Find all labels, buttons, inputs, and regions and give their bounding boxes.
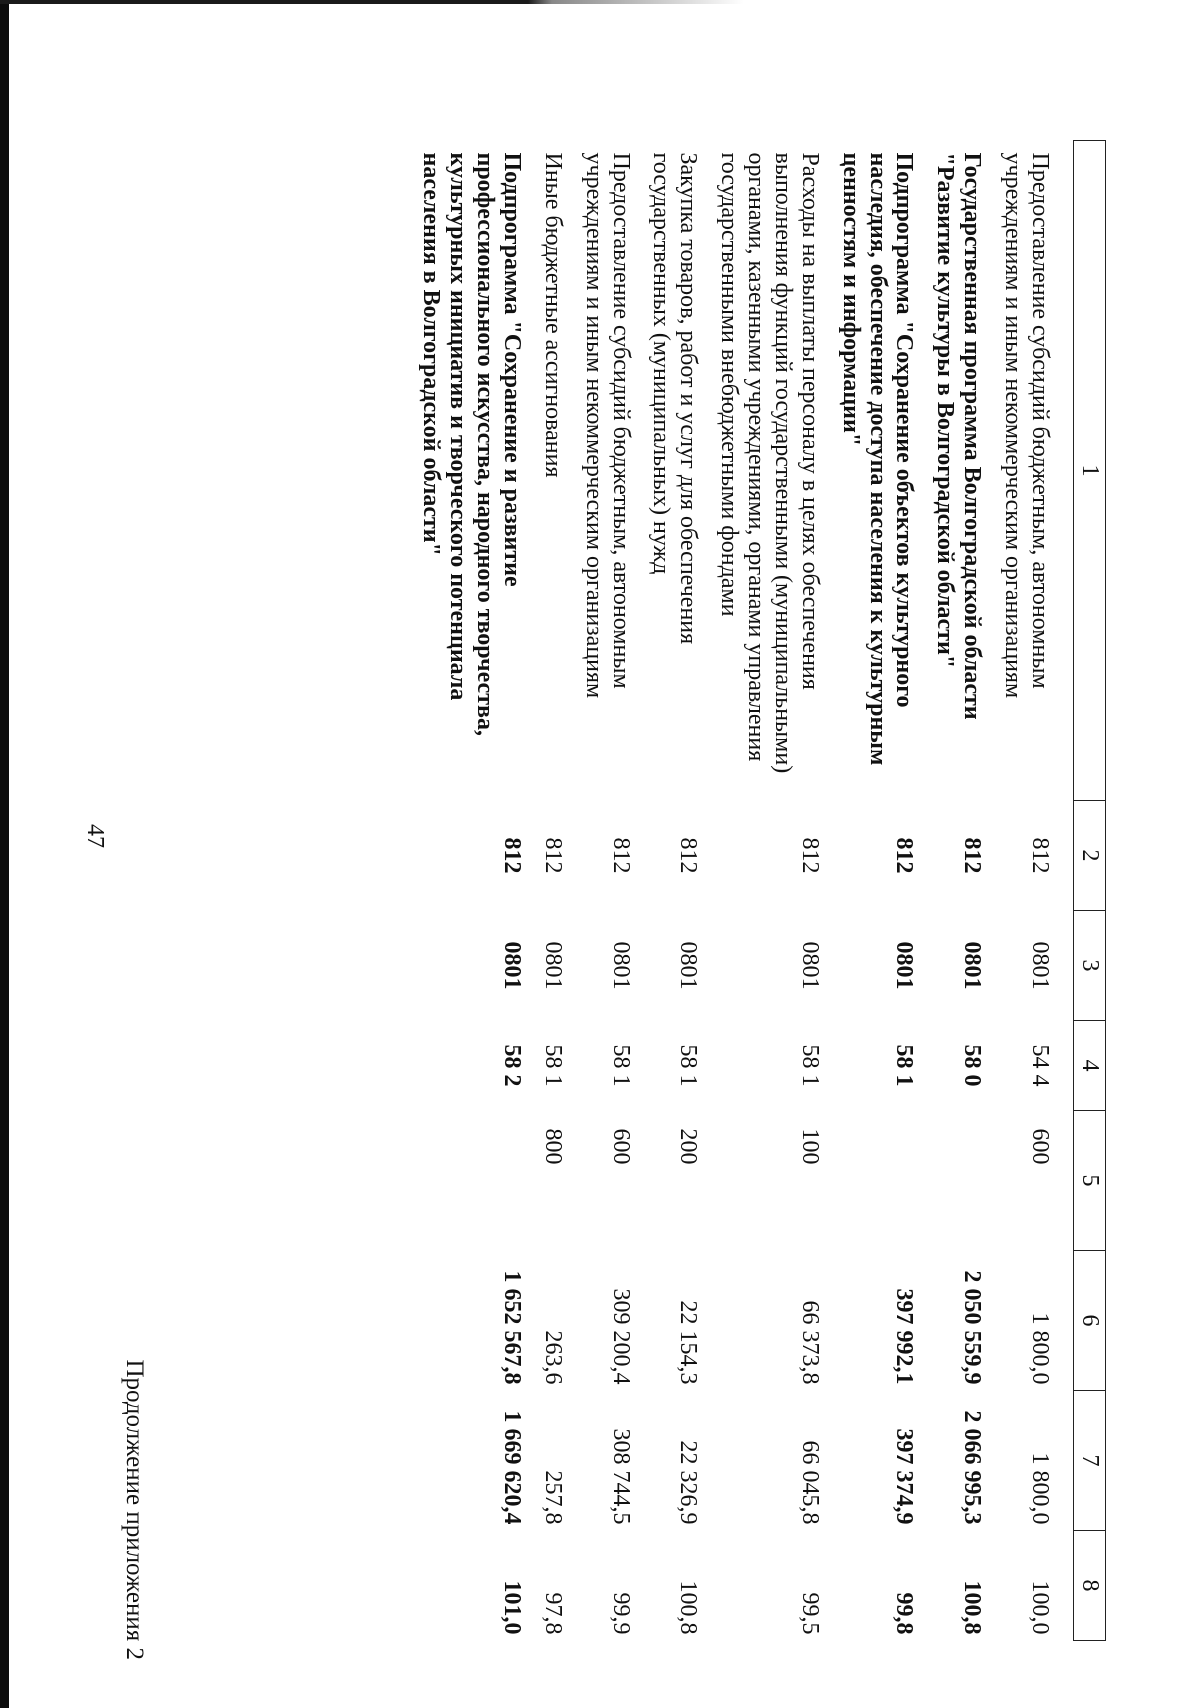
col-header-4: 4 (1074, 1021, 1106, 1111)
execution-percent: 100,8 (675, 1580, 702, 1635)
ministry-code: 812 (539, 837, 566, 874)
col-header-6: 6 (1074, 1251, 1106, 1391)
program-code: 58 1 (796, 1044, 823, 1087)
section-code: 0801 (499, 941, 525, 990)
ministry-code: 812 (1027, 837, 1053, 874)
program-code: 54 4 (1027, 1044, 1053, 1087)
col-header-8: 8 (1074, 1531, 1106, 1641)
planned-amount: 263,6 (539, 1330, 566, 1385)
appendix-caption: Продолжение приложения 2 (121, 1359, 148, 1660)
table-row (926, 141, 994, 1641)
row-name: Расходы на выплаты персоналу в целях обеспечения выполнения функций государственными (муниципальными) органами, казенными учреждениями, органами управления государственными внебюджетными фондами (716, 152, 823, 774)
table-row (533, 141, 574, 1641)
table-row (574, 141, 642, 1641)
program-code: 58 1 (607, 1044, 634, 1087)
table-row (831, 141, 926, 1641)
table-row (412, 141, 534, 1641)
actual-amount: 66 045,8 (796, 1440, 823, 1525)
planned-amount: 22 154,3 (675, 1300, 702, 1385)
section-code: 0801 (675, 941, 702, 990)
execution-percent: 99,8 (891, 1592, 918, 1635)
row-name: Государственная программа Волгоградской области "Развитие культуры в Волгоградской области" (932, 152, 986, 720)
ministry-code: 812 (607, 837, 634, 874)
row-name: Подпрограмма "Сохранение и развитие профессионального искусства, народного творчества, культурных инициатив и творческого потенциала населения в Волгоградской области" (418, 152, 525, 736)
expense-type-code: 600 (607, 1128, 634, 1165)
execution-percent: 97,8 (539, 1592, 566, 1635)
planned-amount: 66 373,8 (796, 1300, 823, 1385)
planned-amount: 309 200,4 (607, 1288, 634, 1385)
planned-amount: 2 050 559,9 (959, 1270, 986, 1385)
col-header-3: 3 (1074, 911, 1106, 1021)
page-number: 47 (82, 824, 108, 848)
section-code: 0801 (539, 941, 566, 990)
ministry-code: 812 (675, 837, 702, 874)
row-name: Подпрограмма "Сохранение объектов культурного наследия, обеспечение доступа населения к культурным ценностям и информации" (837, 152, 918, 766)
expense-type-code: 200 (675, 1128, 702, 1165)
expense-type-code: 800 (539, 1128, 566, 1165)
budget-table (412, 140, 1107, 1641)
ministry-code: 812 (891, 837, 918, 874)
planned-amount: 397 992,1 (891, 1288, 918, 1385)
col-header-2: 2 (1074, 801, 1106, 911)
ministry-code: 812 (499, 837, 525, 874)
expense-type-code (831, 1111, 926, 1251)
row-name: Иные бюджетные ассигнования (539, 152, 566, 478)
expense-type-code: 100 (796, 1128, 823, 1165)
planned-amount: 1 652 567,8 (499, 1270, 525, 1385)
actual-amount: 1 800,0 (1027, 1452, 1053, 1525)
section-code: 0801 (959, 941, 986, 990)
execution-percent: 100,8 (959, 1580, 986, 1635)
row-name: Предоставление субсидий бюджетным, автономным учреждениям и иным некоммерческим организациям (1000, 152, 1053, 699)
execution-percent: 99,5 (796, 1592, 823, 1635)
actual-amount: 397 374,9 (891, 1428, 918, 1525)
section-code: 0801 (1027, 941, 1053, 990)
col-header-1: 1 (1074, 141, 1106, 801)
planned-amount: 1 800,0 (1027, 1312, 1053, 1385)
program-code: 58 1 (539, 1044, 566, 1087)
actual-amount: 22 326,9 (675, 1440, 702, 1525)
expense-type-code (412, 1111, 534, 1251)
table-header-row (1074, 141, 1106, 1641)
row-name: Предоставление субсидий бюджетным, автономным учреждениям и иным некоммерческим организациям (580, 152, 634, 699)
execution-percent: 101,0 (499, 1580, 525, 1635)
execution-percent: 100,0 (1027, 1580, 1053, 1635)
actual-amount: 308 744,5 (607, 1428, 634, 1525)
ministry-code: 812 (796, 837, 823, 874)
program-code: 58 1 (675, 1044, 702, 1087)
actual-amount: 257,8 (539, 1470, 566, 1525)
program-code: 58 0 (959, 1044, 986, 1087)
expense-type-code: 600 (1027, 1128, 1053, 1165)
section-code: 0801 (796, 941, 823, 990)
row-name: Закупка товаров, работ и услуг для обеспечения государственных (муниципальных) нужд (648, 152, 702, 645)
section-code: 0801 (607, 941, 634, 990)
col-header-7: 7 (1074, 1391, 1106, 1531)
ministry-code: 812 (959, 837, 986, 874)
section-code: 0801 (891, 941, 918, 990)
table-row (993, 141, 1073, 1641)
actual-amount: 1 669 620,4 (499, 1410, 525, 1525)
program-code: 58 1 (891, 1044, 918, 1087)
table-row (709, 141, 831, 1641)
expense-type-code (926, 1111, 994, 1251)
program-code: 58 2 (499, 1044, 525, 1087)
col-header-5: 5 (1074, 1111, 1106, 1251)
execution-percent: 99,9 (607, 1592, 634, 1635)
actual-amount: 2 066 995,3 (959, 1410, 986, 1525)
table-row (642, 141, 710, 1641)
